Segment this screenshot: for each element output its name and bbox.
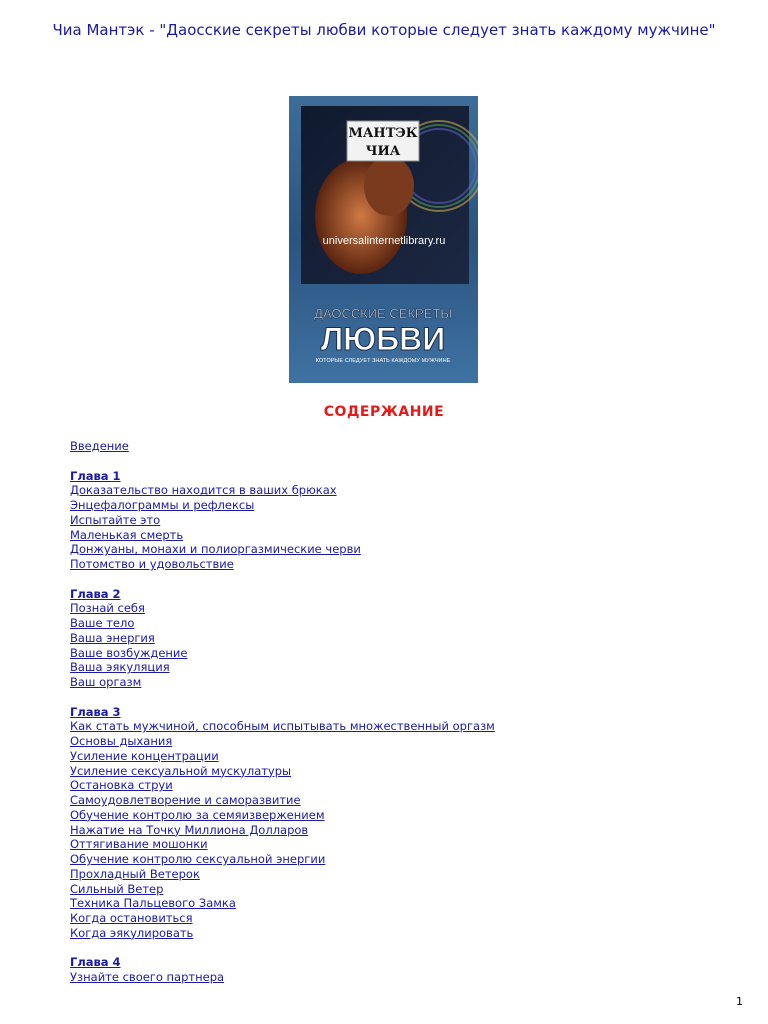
toc-link[interactable]: Ваша эякуляция bbox=[70, 660, 170, 675]
toc-link[interactable]: Потомство и удовольствие bbox=[70, 557, 234, 571]
toc-link[interactable]: Маленькая смерть bbox=[70, 527, 184, 542]
cover-author-line1: МАНТЭК bbox=[348, 126, 418, 141]
toc-link[interactable]: Когда эякулировать bbox=[70, 925, 194, 940]
book-cover-image bbox=[289, 96, 478, 383]
toc-link[interactable]: Как стать мужчиной, способным испытывать множественный оргазм bbox=[70, 719, 495, 734]
toc-link[interactable]: Техника Пальцевого Замка bbox=[70, 896, 236, 911]
toc-link[interactable]: Донжуаны, монахи и полиоргазмические черви bbox=[70, 542, 361, 557]
toc-link[interactable]: Усиление сексуальной мускулатуры bbox=[70, 763, 292, 778]
toc-link[interactable]: Энцефалограммы и рефлексы bbox=[70, 498, 255, 512]
cover-subtitle: КОТОРЫЕ СЛЕДУЕТ ЗНАТЬ КАЖДОМУ МУЖЧИНЕ bbox=[315, 358, 451, 364]
toc-link[interactable]: Усиление концентрации bbox=[70, 748, 219, 763]
spacer bbox=[70, 941, 495, 956]
toc-link[interactable]: Остановка струи bbox=[70, 778, 173, 793]
toc-link-intro[interactable]: Введение bbox=[70, 439, 129, 453]
toc-link[interactable]: Ваше тело bbox=[70, 616, 135, 630]
toc-link[interactable]: Узнайте своего партнера bbox=[70, 970, 225, 984]
cover-watermark: universalinternetlibrary.ru bbox=[322, 235, 446, 247]
toc-chapter-1[interactable]: Глава 1 bbox=[70, 468, 121, 483]
toc-link[interactable]: Самоудовлетворение и саморазвитие bbox=[70, 793, 301, 807]
spacer bbox=[70, 572, 495, 587]
toc-chapter-2[interactable]: Глава 2 bbox=[70, 586, 121, 601]
toc-link[interactable]: Нажатие на Точку Миллиона Долларов bbox=[70, 822, 309, 837]
spacer bbox=[70, 454, 495, 469]
toc-link[interactable]: Испытайте это bbox=[70, 512, 161, 527]
cover-title-line1: ДАОССКИЕ СЕКРЕТЫ bbox=[314, 306, 452, 321]
document-title: Чиа Мантэк - "Даосские секреты любви которые следует знать каждому мужчине" bbox=[52, 21, 716, 39]
page-number: 1 bbox=[736, 995, 743, 1008]
toc-link[interactable]: Оттягивание мошонки bbox=[70, 837, 208, 852]
toc-chapter-3[interactable]: Глава 3 bbox=[70, 704, 121, 719]
toc-chapter-4[interactable]: Глава 4 bbox=[70, 955, 121, 970]
cover-title-line2: ЛЮБВИ bbox=[320, 321, 446, 357]
toc-link[interactable]: Когда остановиться bbox=[70, 911, 193, 925]
spacer bbox=[70, 690, 495, 705]
toc-link[interactable]: Ваше возбуждение bbox=[70, 645, 188, 660]
toc-link[interactable]: Сильный Ветер bbox=[70, 881, 164, 896]
toc-link[interactable]: Основы дыхания bbox=[70, 734, 173, 748]
toc-link[interactable]: Обучение контролю сексуальной энергии bbox=[70, 852, 326, 866]
toc-link[interactable]: Доказательство находится в ваших брюках bbox=[70, 483, 337, 498]
toc-link[interactable]: Познай себя bbox=[70, 601, 145, 616]
toc-link[interactable]: Прохладный Ветерок bbox=[70, 866, 200, 881]
contents-heading: СОДЕРЖАНИЕ bbox=[323, 404, 445, 420]
toc-link[interactable]: Ваш оргазм bbox=[70, 675, 142, 689]
cover-author-line2: ЧИА bbox=[365, 144, 401, 159]
table-of-contents bbox=[70, 439, 495, 985]
toc-link[interactable]: Обучение контролю за семяизвержением bbox=[70, 807, 325, 822]
toc-link[interactable]: Ваша энергия bbox=[70, 630, 155, 645]
